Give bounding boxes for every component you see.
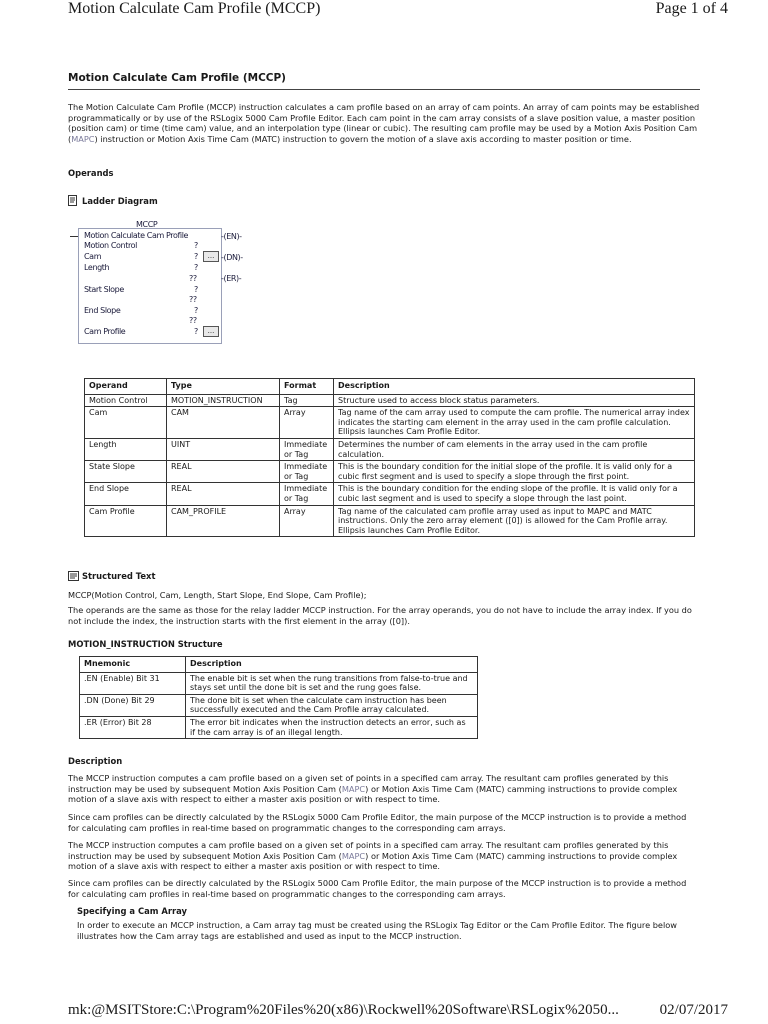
mapc-link[interactable]: MAPC [341, 783, 366, 794]
param-value[interactable]: ? [194, 263, 198, 272]
description-paragraph [68, 773, 700, 805]
motion-instruction-table [79, 656, 478, 739]
param-value[interactable]: ? [194, 252, 198, 261]
description-paragraph: Since cam profiles can be directly calculated by the RSLogix 5000 Cam Profile Editor, the main purpose of the MCCP instruction is to provide a method for calculating cam profiles in real-time based on programmatic changes to the corresponding cam arrays. [68, 878, 687, 899]
table-cell: Tag [280, 394, 334, 407]
block-title: Motion Calculate Cam Profile [84, 231, 189, 240]
ladder-diagram [70, 220, 270, 345]
table-header: Description [334, 379, 695, 395]
table-cell: Determines the number of cam elements in the array used in the cam profile calculation. [334, 438, 695, 460]
table-cell: End Slope [85, 483, 167, 505]
doc-title: Motion Calculate Cam Profile (MCCP) [68, 72, 286, 84]
param-label: Length [84, 263, 110, 272]
param-label: Cam [84, 252, 102, 261]
table-cell: REAL [167, 483, 280, 505]
table-header-row [85, 379, 695, 395]
st-note: The operands are the same as those for the relay ladder MCCP instruction. For the array operands, you do not have to include the array index. If you do not include the index, the instruction starts with the first element in the array ([0]). [68, 605, 692, 626]
cam-profile-ellipsis-button[interactable]: ... [203, 326, 219, 337]
table-cell: CAM [167, 407, 280, 439]
table-cell: Immediate or Tag [280, 438, 334, 460]
ladder-diagram-heading: Ladder Diagram [82, 196, 158, 206]
description-heading: Description [68, 756, 123, 766]
table-cell: The done bit is set when the calculate cam instruction has been successfully executed and the Cam Profile array calculated. [186, 694, 478, 716]
table-cell: Length [85, 438, 167, 460]
structured-text-icon [68, 566, 79, 576]
table-row [85, 483, 695, 505]
table-cell: State Slope [85, 461, 167, 483]
param-value: ?? [189, 295, 197, 304]
table-cell: .EN (Enable) Bit 31 [80, 672, 186, 694]
output-dn: -(DN)- [221, 253, 243, 262]
table-cell: Immediate or Tag [280, 461, 334, 483]
table-header: Description [186, 657, 478, 673]
cam-ellipsis-button[interactable]: ... [203, 251, 219, 262]
table-cell: Array [280, 505, 334, 537]
table-header: Mnemonic [80, 657, 186, 673]
param-value[interactable]: ? [194, 241, 198, 250]
table-cell: .ER (Error) Bit 28 [80, 716, 186, 738]
table-cell: Tag name of the calculated cam profile array used as input to MAPC and MATC instructions. Only the zero array element ([0]) is allowed for the Cam Profile array. Ellipsis launches Cam Profile Editor. [334, 505, 695, 537]
description-paragraph [68, 840, 700, 872]
param-value[interactable]: ? [194, 306, 198, 315]
table-cell: This is the boundary condition for the ending slope of the profile. It is valid only for a cubic last segment and is used to specify a slope through the last point. [334, 483, 695, 505]
table-header-row [80, 657, 478, 673]
table-row [85, 461, 695, 483]
block-name: MCCP [136, 220, 158, 229]
table-row [80, 672, 478, 694]
intro-text-2: ) instruction or Motion Axis Time Cam (MATC) instruction to govern the motion of a slave axis according to master position or time. [94, 133, 632, 144]
description-paragraph: Since cam profiles can be directly calculated by the RSLogix 5000 Cam Profile Editor, the main purpose of the MCCP instruction is to provide a method for calculating cam profiles in real-time based on programmatic changes to the corresponding cam arrays. [68, 812, 687, 833]
rung-line-left [70, 236, 78, 237]
table-cell: Tag name of the cam array used to compute the cam profile. The numerical array index indicates the starting cam element in the array used in the cam profile calculation. Ellipsis launches Cam Profile Editor. [334, 407, 695, 439]
page-header-title: Motion Calculate Cam Profile (MCCP) [68, 0, 321, 17]
table-header: Type [167, 379, 280, 395]
table-row [80, 716, 478, 738]
mapc-link[interactable]: MAPC [341, 850, 366, 861]
table-cell: Immediate or Tag [280, 483, 334, 505]
table-row [85, 407, 695, 439]
title-rule [68, 89, 700, 90]
param-label: Start Slope [84, 285, 124, 294]
table-cell: Cam [85, 407, 167, 439]
table-cell: Structure used to access block status parameters. [334, 394, 695, 407]
table-row [85, 394, 695, 407]
specifying-paragraph: In order to execute an MCCP instruction, a Cam array tag must be created using the RSLogix Tag Editor or the Cam Profile Editor. The figure below illustrates how the Cam array tags are established and used as input to the MCCP instruction. [77, 920, 677, 941]
desc-text: The MCCP instruction computes a cam profile based on a given set of points in a specified cam array. The resultant cam profiles generated by this instruction may be used by subsequent Motion Axis Position Cam ( [68, 773, 669, 794]
table-row [80, 694, 478, 716]
st-syntax: MCCP(Motion Control, Cam, Length, Start Slope, End Slope, Cam Profile); [68, 590, 367, 600]
specifying-heading: Specifying a Cam Array [77, 906, 187, 916]
footer-date: 02/07/2017 [659, 1002, 728, 1018]
output-er: -(ER)- [221, 274, 242, 283]
table-cell: MOTION_INSTRUCTION [167, 394, 280, 407]
table-cell: Motion Control [85, 394, 167, 407]
table-header: Operand [85, 379, 167, 395]
ladder-diagram-icon [68, 191, 77, 202]
desc-text: ) or Motion Axis Time Cam (MATC) camming instructions to provide complex motion of a slave axis with respect to either a master axis position or with respect to time. [68, 850, 678, 872]
param-label: Motion Control [84, 241, 137, 250]
mapc-link[interactable]: MAPC [71, 133, 95, 144]
param-value: ?? [189, 274, 197, 283]
operands-heading: Operands [68, 168, 114, 178]
table-cell: This is the boundary condition for the initial slope of the profile. It is valid only for a cubic first segment and is used to specify a slope through the first point. [334, 461, 695, 483]
table-row [85, 438, 695, 460]
param-value: ?? [189, 316, 197, 325]
motion-instruction-heading: MOTION_INSTRUCTION Structure [68, 639, 223, 649]
table-cell: .DN (Done) Bit 29 [80, 694, 186, 716]
param-value[interactable]: ? [194, 285, 198, 294]
output-en: -(EN)- [221, 232, 242, 241]
table-cell: Array [280, 407, 334, 439]
table-cell: The error bit indicates when the instruction detects an error, such as if the cam array is of an illegal length. [186, 716, 478, 738]
intro-text-1: The Motion Calculate Cam Profile (MCCP) instruction calculates a cam profile based on an array of cam points. An array of cam points may be established programmatically or by use of the RSLogix 5000 Cam Profile Editor. Each cam point in the cam array consists of a slave position value, a master position (position cam) or time (time cam) value, and an interpolation type (linear or cubic). The resulting cam profile may be used by a Motion Axis Position Cam ( [68, 102, 700, 144]
table-cell: UINT [167, 438, 280, 460]
table-header: Format [280, 379, 334, 395]
table-cell: CAM_PROFILE [167, 505, 280, 537]
desc-text: ) or Motion Axis Time Cam (MATC) camming instructions to provide complex motion of a slave axis with respect to either a master axis position or with respect to time. [68, 783, 678, 805]
intro-paragraph [68, 102, 700, 144]
param-label: Cam Profile [84, 327, 126, 336]
table-cell: Cam Profile [85, 505, 167, 537]
table-cell: REAL [167, 461, 280, 483]
desc-text: The MCCP instruction computes a cam profile based on a given set of points in a specified cam array. The resultant cam profiles generated by this instruction may be used by subsequent Motion Axis Position Cam ( [68, 840, 669, 861]
operand-table [84, 378, 695, 537]
page-number: Page 1 of 4 [655, 0, 728, 17]
table-cell: The enable bit is set when the rung transitions from false-to-true and stays set until the done bit is set and the rung goes false. [186, 672, 478, 694]
table-row [85, 505, 695, 537]
param-value[interactable]: ? [194, 327, 198, 336]
structured-text-heading: Structured Text [82, 571, 156, 581]
param-label: End Slope [84, 306, 121, 315]
footer-path: mk:@MSITStore:C:\Program%20Files%20(x86)\Rockwell%20Software\RSLogix%2050... [68, 1002, 619, 1018]
